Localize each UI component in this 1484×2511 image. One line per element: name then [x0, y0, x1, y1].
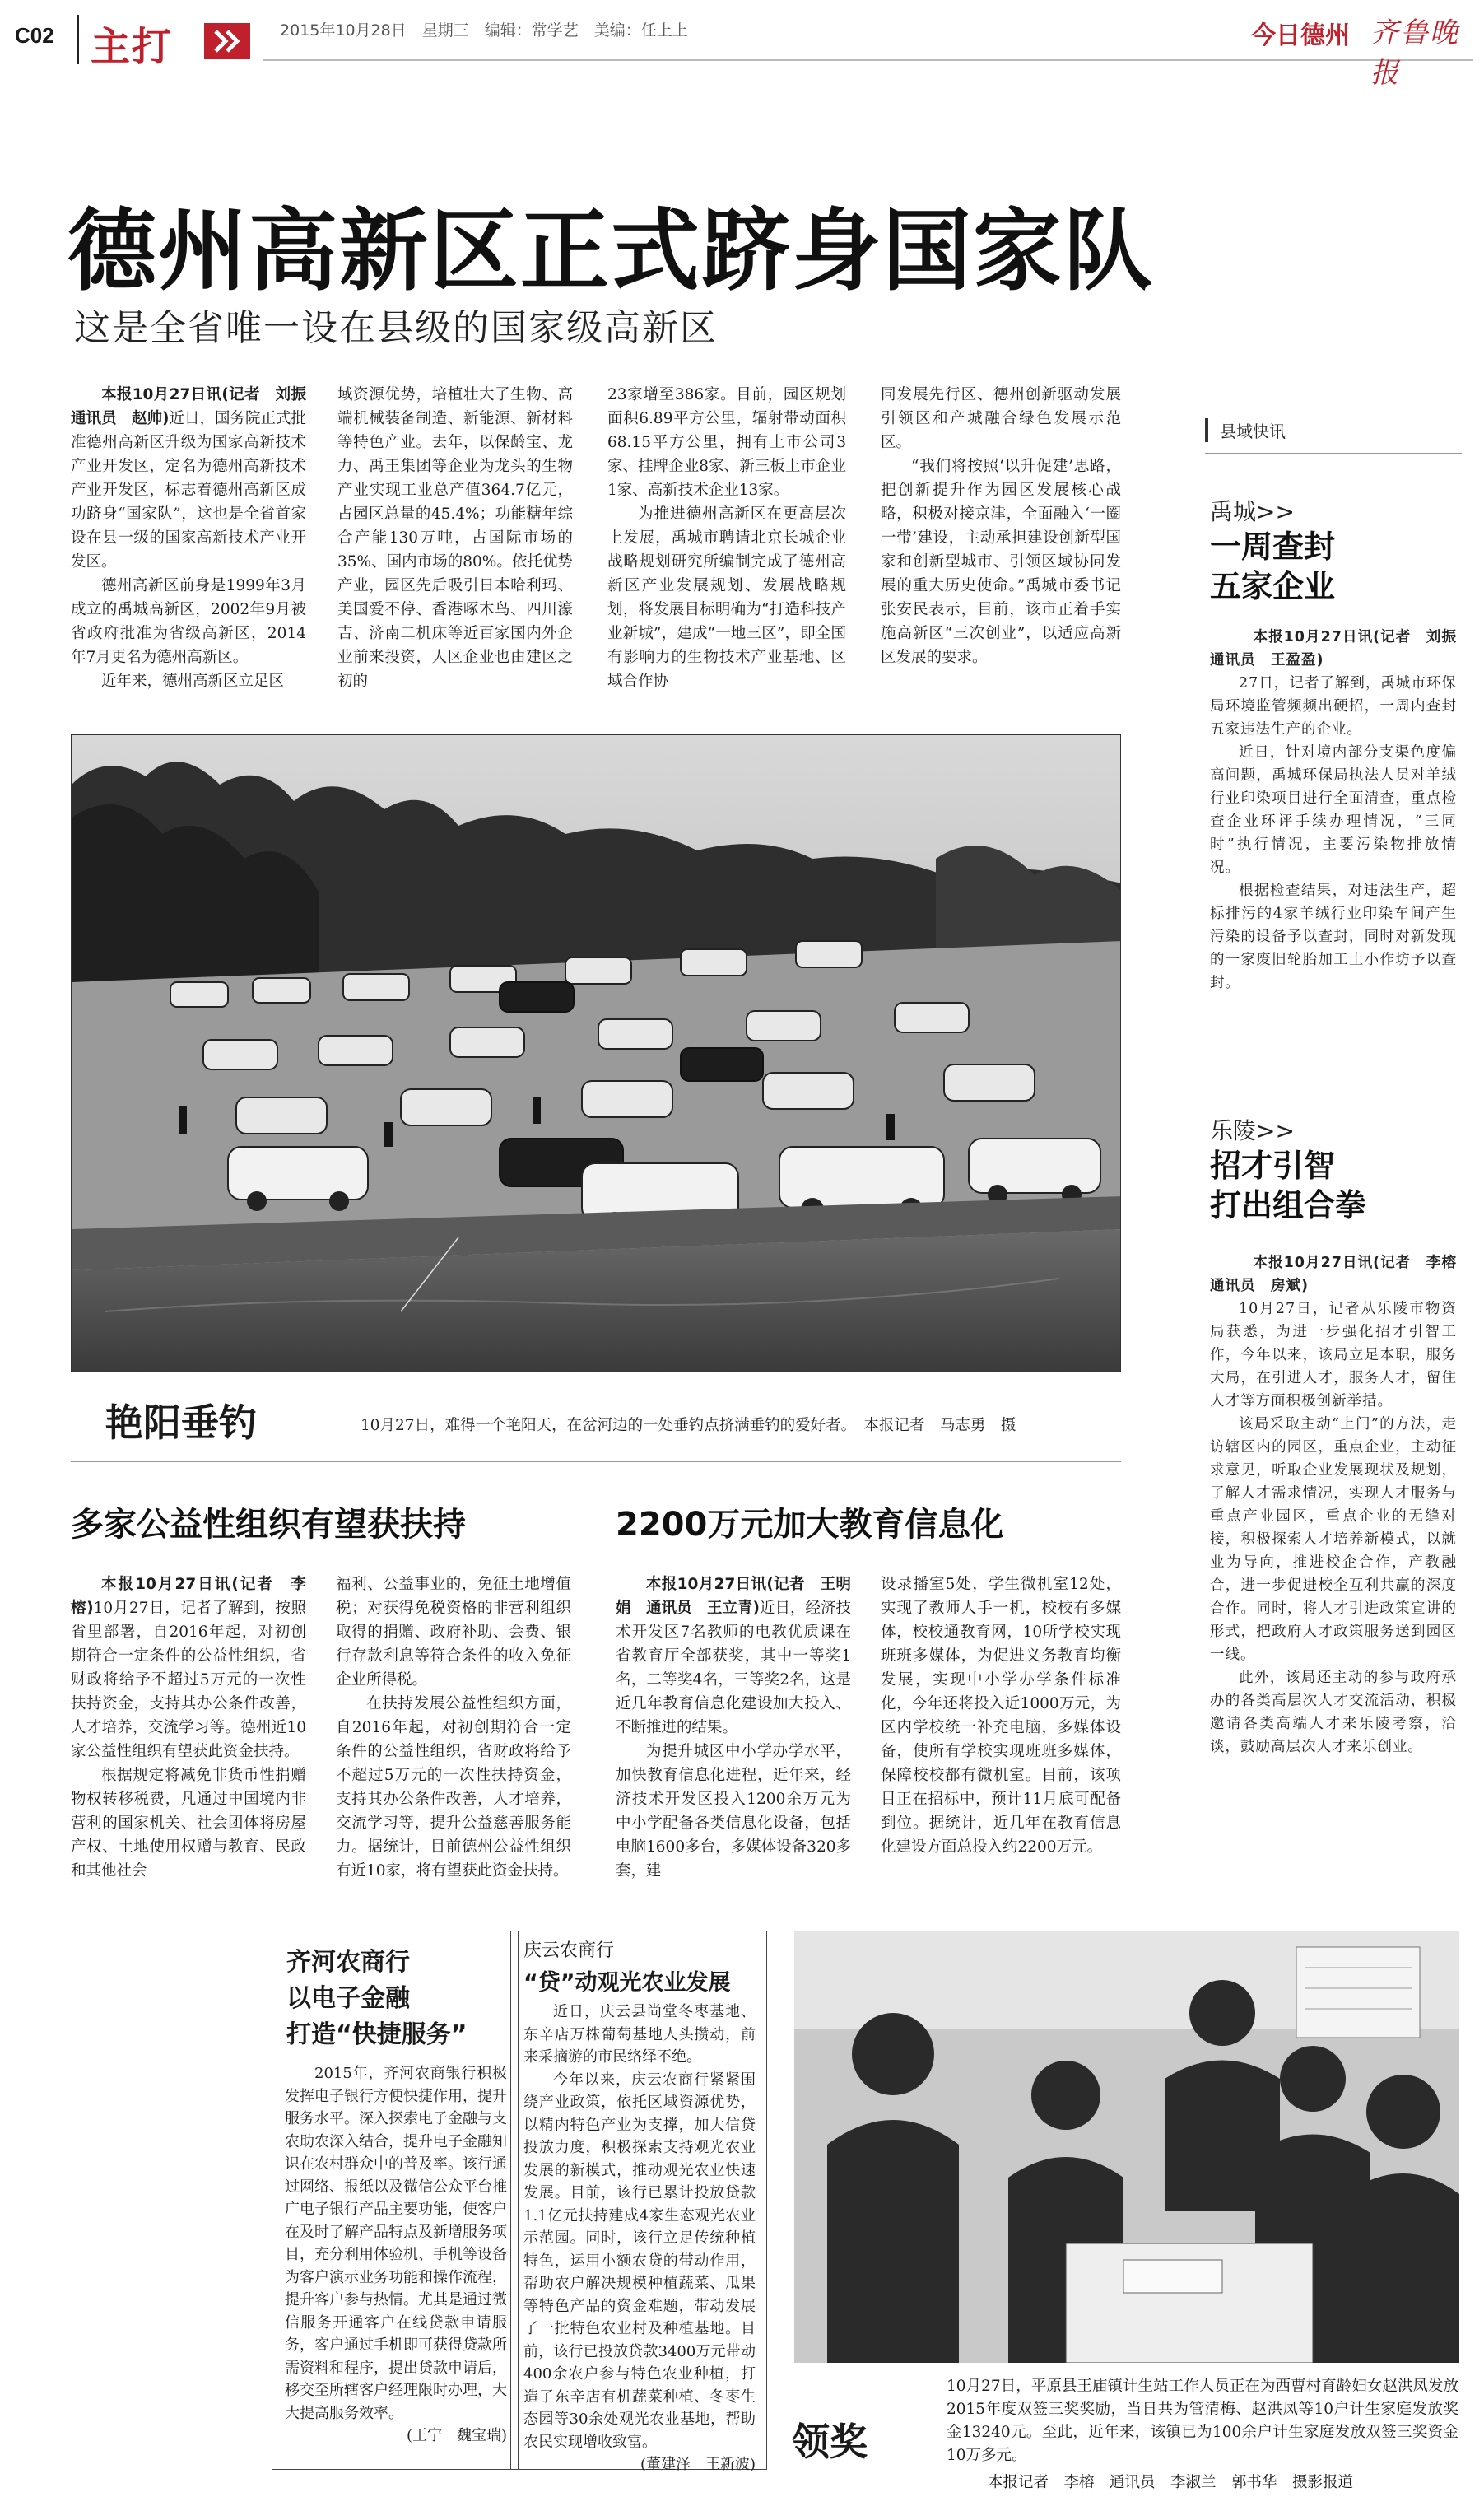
lead-article-column-1: [71, 383, 322, 693]
lead-paragraph-1: 近日，国务院正式批准德州高新区升级为国家高新技术产业开发区，定名为德州高新技术产业开发区，标志着德州高新区成功跻身“国家队”，这也是全省首家设在县一级的国家高新技术产业开发区。: [71, 410, 306, 571]
lead-paragraph-6: 为推进德州高新区在更高层次上发展，禹城市聘请北京长城企业战略规划研究所编制完成了德州高新区产业发展规划、发展战略规划，将发展目标明确为“打造科技产业新城”，建成“一地三区”，即全国有影响力的生物技术产业基地、区域合作协: [607, 505, 846, 690]
charity-paragraph-2: 根据规定将减免非货币性捐赠物权转移税费，凡通过中国境内非营利的国家机关、社会团体将房屋产权、土地使用权赠与教育、民政和其他社会: [71, 1767, 306, 1880]
qihe-headline-line-2: 以电子金融: [286, 1984, 410, 2013]
dateline: 2015年10月28日 星期三 编辑：常学艺 美编：任上上: [280, 21, 688, 40]
education-paragraph-3: 设录播室5处，学生微机室12处，实现了教师人手一机，校校有多媒体，校校通教育网，10所学校实现班班多媒体，为促进义务教育均衡发展，实现中小学办学条件标准化，今年还将投入近1000万元，为区内学校统一补充电脑，多媒体设备，使所有学校实现班班多媒体，保障校校都有微机室。目前，该项目正在招标中，预计11月底可配备到位。据统计，近几年在教育信息化建设方面总投入约2200万元。: [881, 1576, 1121, 1856]
lead-article-column-3: [607, 383, 846, 693]
lead-paragraph-4: 域资源优势，培植壮大了生物、高端机械装备制造、新能源、新材料等特色产业。去年，以保龄宝、龙力、禹王集团等企业为龙头的生物产业实现工业总产值364.7亿元，占园区总量的45.4%；功能糖年综合产能130万吨，占国际市场的35%、国内市场的80%。依托优势产业，园区先后吸引日本哈利玛、美国爱不停、香港啄木鸟、四川濠吉、济南二机床等近百家国内外企业前来投资，人区企业也由建区之初的: [337, 386, 573, 690]
leling-paragraph-3: 此外，该局还主动的参与政府承办的各类高层次人才交流活动，积极邀请各类高端人才来乐陵考察，洽谈，鼓励高层次人才来乐创业。: [1210, 1670, 1457, 1755]
charity-headline: 多家公益性组织有望获扶持: [71, 1506, 466, 1544]
page-number-divider: [77, 15, 79, 64]
yucheng-kicker: 禹城>>: [1210, 498, 1295, 525]
yucheng-headline-line-2: 五家企业: [1210, 568, 1336, 604]
award-caption: 10月27日，平原县王庙镇计生站工作人员正在为西曹村育龄妇女赵洪凤发放2015年度双签三奖奖励，当日共为管清梅、赵洪凤等10户计生家庭发放奖金13240元。至此，近年来，该镇已为100余户计生家庭发放双签三奖资金10万多元。: [947, 2378, 1458, 2464]
yucheng-headline-line-1: 一周查封: [1210, 529, 1336, 565]
photo-title: 艳阳垂钓: [105, 1400, 257, 1445]
photo-divider: [71, 1461, 1121, 1462]
leling-paragraph-2: 该局采取主动“上门”的方法，走访辖区内的园区，重点企业，主动征求意见，听取企业发展现状及规划，了解人才需求情况，实现人才服务与重点产业园区，重点企业的无缝对接，积极探索人才培养新模式，以就业为导向，推进校企合作，产教融合，进一步促进校企互利共赢的深度合作。同时，将人才引进政策宣讲的形式，把政府人才政策服务送到园区一线。: [1210, 1416, 1457, 1663]
qingyun-article: [523, 2001, 756, 2476]
qihe-headline-line-1: 齐河农商行: [286, 1948, 410, 1977]
education-headline: 2200万元加大教育信息化: [616, 1506, 1004, 1544]
masthead-rule: [263, 59, 1473, 61]
qingyun-paragraph-1: 近日，庆云县尚堂冬枣基地、东辛店万株葡萄基地人头攒动，前来采摘游的市民络绎不绝。: [523, 2003, 756, 2066]
award-title: 领奖: [792, 2420, 868, 2464]
charity-byline: 本报10月27日讯(记者 李榕): [71, 1576, 306, 1617]
page-number: C02: [15, 23, 54, 48]
leling-headline: [1210, 1146, 1457, 1225]
main-headline: 德州高新区正式跻身国家队: [67, 200, 1155, 303]
lead-byline: 本报10月27日讯(记者 刘振 通讯员 赵帅): [71, 386, 322, 427]
lead-paragraph-5: 23家增至386家。目前，园区规划面积6.89平方公里，辐射带动面积68.15平方公里，拥有上市公司3家、挂牌企业8家、新三板上市企业1家、高新技术企业13家。: [607, 386, 846, 499]
yucheng-headline: [1210, 527, 1457, 606]
qihe-headline: [286, 1945, 505, 2053]
main-subheadline: 这是全省唯一设在县级的国家级高新区: [74, 307, 718, 349]
qingyun-credit: (董建泽 王新波): [640, 2456, 756, 2473]
charity-paragraph-3: 福利、公益事业的，免征土地增值税；对获得免税资格的非营利组织取得的捐赠、政府补助、会费、银行存款利息等符合条件的收入免征企业所得税。: [336, 1576, 571, 1689]
yucheng-paragraph-3: 根据检查结果，对违法生产，超标排污的4家羊绒行业印染车间产生污染的设备予以查封，同时对新发现的一家废旧轮胎加工土小作坊予以查封。: [1210, 883, 1457, 991]
sidebar-divider: [1205, 453, 1462, 454]
section-arrow-icon: [204, 23, 250, 59]
county-news-label: 县域快讯: [1205, 418, 1286, 442]
masthead: [0, 0, 1484, 90]
yucheng-byline: 本报10月27日讯(记者 刘振 通讯员 王盈盈): [1210, 629, 1472, 669]
charity-column-2: [336, 1572, 571, 1883]
qihe-article: [285, 2062, 507, 2448]
leling-headline-line-2: 打出组合拳: [1210, 1187, 1367, 1223]
lead-article-column-2: [337, 383, 573, 693]
fishing-photo: [71, 734, 1121, 1372]
education-column-2: [881, 1572, 1121, 1859]
yucheng-paragraph-2: 近日，针对境内部分支渠色度偏高问题，禹城环保局执法人员对羊绒行业印染项目进行全面清查，重点检查企业环评手续办理情况，“三同时”执行情况，主要污染物排放情况。: [1210, 744, 1457, 876]
leling-headline-line-1: 招才引智: [1210, 1148, 1336, 1184]
leling-paragraph-1: 10月27日，记者从乐陵市物资局获悉，为进一步强化招才引智工作，今年以来，该局立足本职，服务大局，在引进人才，服务人才，留住人才等方面积极创新举措。: [1210, 1301, 1457, 1409]
qihe-paragraph: 2015年，齐河农商银行积极发挥电子银行方便快捷作用，提升服务水平。深入探索电子金融与支农助农深入结合，提升电子金融知识在农村群众中的普及率。该行通过网络、报纸以及微信公众平台推广电子银行产品主要功能，使客户在及时了解产品特点及新增服务项目，充分利用体验机、手机等设备为客户演示业务功能和操作流程，提升客户参与热情。尤其是通过微信服务开通客户在线贷款申请服务，客户通过手机即可获得贷款所需资料和程序，提出贷款申请后，移交至所辖客户经理限时办理，大大提高服务效率。: [285, 2065, 507, 2422]
education-column-1: [616, 1572, 851, 1883]
qingyun-headline: “贷”动观光农业发展: [523, 1970, 731, 1996]
award-credit: 本报记者 李榕 通讯员 李淑兰 郭书华 摄影报道: [988, 2474, 1354, 2491]
education-byline: 本报10月27日讯(记者 王明娟 通讯员 王立青): [616, 1576, 851, 1617]
newspaper-logo: 齐鲁晚报: [1370, 16, 1459, 90]
leling-kicker: 乐陵>>: [1210, 1117, 1295, 1144]
award-photo: [794, 1931, 1459, 2363]
qihe-headline-line-3: 打造“快捷服务”: [286, 2020, 468, 2049]
lead-paragraph-7: 同发展先行区、德州创新驱动发展引领区和产城融合绿色发展示范区。: [881, 386, 1121, 451]
yucheng-paragraph-1: 27日，记者了解到，禹城市环保局环境监管频频出硬招，一周内查封五家违法生产的企业。: [1210, 675, 1457, 738]
lead-paragraph-2: 德州高新区前身是1999年3月成立的禹城高新区，2002年9月被省政府批准为省级高新区，2014年7月更名为德州高新区。: [71, 577, 306, 666]
lead-article-column-4: [881, 383, 1121, 669]
leling-byline: 本报10月27日讯(记者 李榕 通讯员 房斌): [1210, 1255, 1472, 1294]
yucheng-article: [1210, 626, 1472, 995]
education-paragraph-2: 为提升城区中小学办学水平，加快教育信息化进程，近年来，经济技术开发区投入1200余万元为中小学配备各类信息化设备，包括电脑1600多台，多媒体设备320多套，建: [616, 1743, 851, 1880]
charity-paragraph-4: 在扶持发展公益性组织方面，自2016年起，对初创期符合一定条件的公益性组织，省财政将给予不超过5万元的一次性扶持资金，支持其办公条件改善，人才培养，交流学习等，提升公益慈善服务能力。据统计，目前德州公益性组织有近10家，将有望获此资金扶持。: [336, 1695, 571, 1880]
qingyun-kicker: 庆云农商行: [523, 1940, 615, 1961]
lead-paragraph-3: 近年来，德州高新区立足区: [101, 673, 285, 690]
charity-column-1: [71, 1572, 306, 1883]
qingyun-paragraph-2: 今年以来，庆云农商行紧紧围绕产业政策，依托区域资源优势，以精内特色产业为支撑，加大信贷投放力度，积极探索支持观光农业发展的新模式，推动观光农业快速发展。目前，该行已累计投放贷款1.1亿元扶持建成4家生态观光农业示范园。同时，该行立足传统种植特色，运用小额农贷的带动作用，帮助农户解决规模种植蔬菜、瓜果等特色产品的资金难题，带动发展了一批特色农业村及种植基地。目前，该行已投放贷款3400万元带动400余农户参与特色农业种植，打造了东辛店有机蔬菜种植、冬枣生态园等30余处观光农业基地，帮助农民实现增收致富。: [523, 2071, 756, 2451]
today-dezhou-label: 今日德州: [1251, 21, 1350, 50]
photo-caption: 10月27日，难得一个艳阳天，在岔河边的一处垂钓点挤满垂钓的爱好者。 本报记者 马志勇 摄: [361, 1417, 1016, 1434]
lead-paragraph-8: “我们将按照‘以升促建’思路，把创新提升作为园区发展核心战略，积极对接京津，全面融入‘一圈一带’建设，主动承担建设创新型国家和创新型城市、引领区域协同发展的重大历史使命。”禹城市委书记张安民表示，目前，该市正着手实施高新区“三次创业”，以适应高新区发展的要求。: [881, 458, 1121, 666]
qihe-credit: (王宁 魏宝瑞): [406, 2427, 507, 2444]
education-paragraph-1: 近日，经济技术开发区7名教师的电教优质课在省教育厅全部获奖，其中一等奖1名，二等奖4名，三等奖2名，这是近几年教育信息化建设加大投入、不断推进的结果。: [616, 1600, 851, 1736]
charity-paragraph-1: 10月27日，记者了解到，按照省里部署，自2016年起，对初创期符合一定条件的公益性组织，省财政将给予不超过5万元的一次性扶持资金，支持其办公条件改善，人才培养，交流学习等。德州近10家公益性组织有望获此资金扶持。: [71, 1600, 306, 1760]
section-label: 主打: [91, 24, 174, 70]
leling-article: [1210, 1251, 1472, 1759]
